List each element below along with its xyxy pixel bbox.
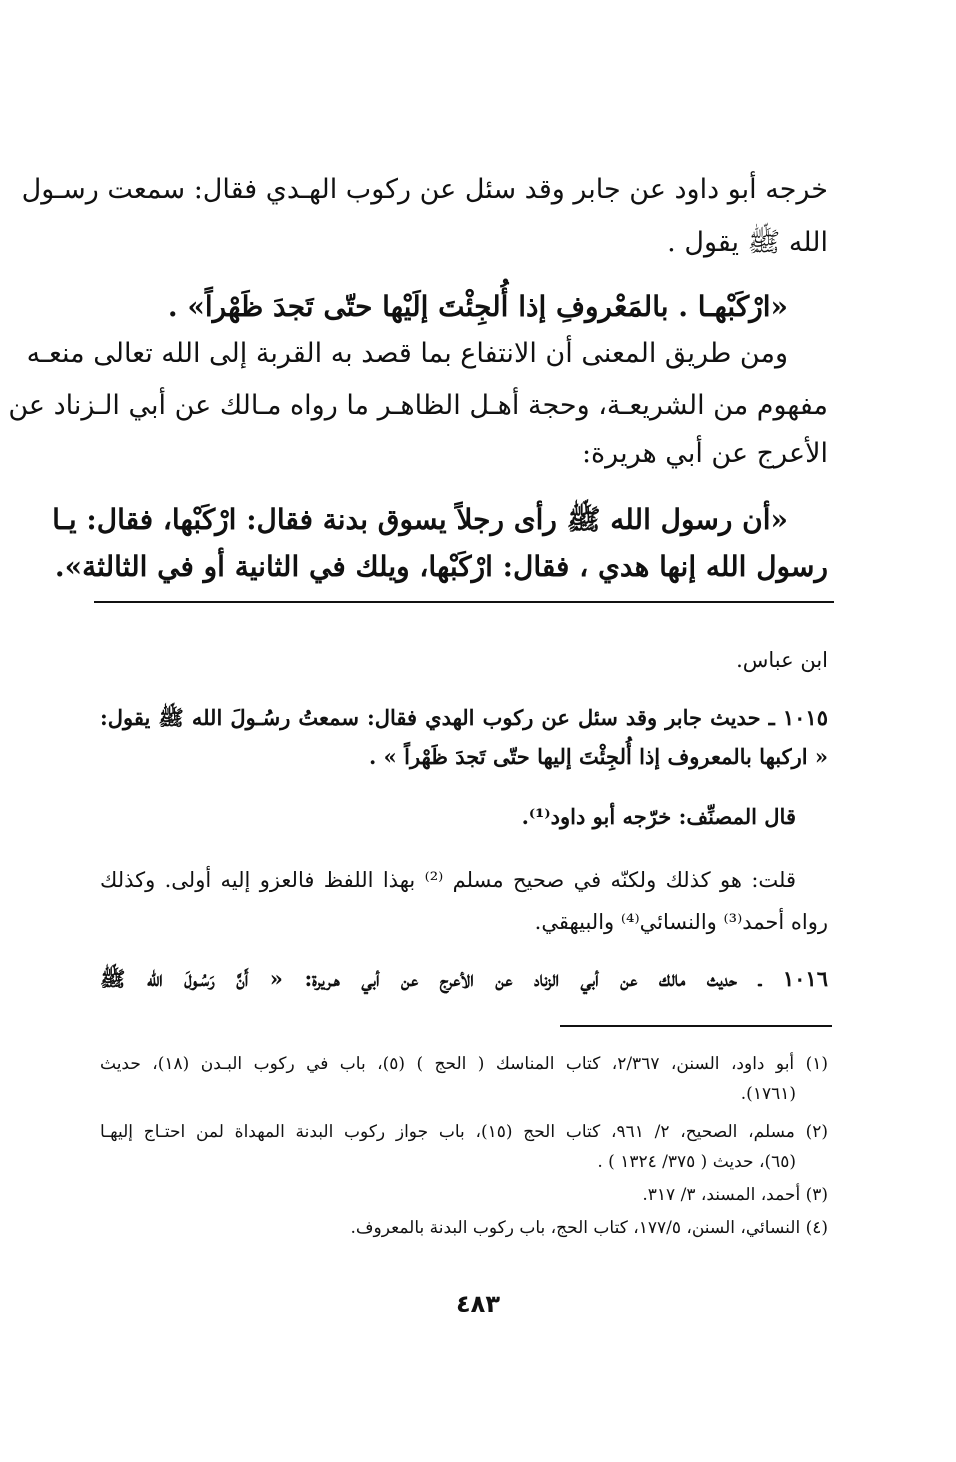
main-text-line: خرجه أبو داود عن جابر وقد سئل عن ركوب الهـدي فقال: سمعت رسـول <box>21 174 828 205</box>
footnote-line: (٤) النسائي، السنن، ١٧٧/٥، كتاب الحج، باب ركوب البدنة بالمعروف. <box>350 1218 828 1238</box>
commentary-line: ابن عباس. <box>736 648 828 672</box>
commentary-line: قلت: هو كذلك ولكنّه في صحيح مسلم ⁽²⁾ بهذا اللفظ فالعزو إليه أولى. وكذلك <box>100 868 797 892</box>
hadith-heading-line: ١٠١٦ ـ حديث مالك عن أبي الزناد عن الأعرج عن أبي هـريرة: « أَنَّ رَسُـولَ الله ﷺ <box>100 966 828 991</box>
footnote-line: (٣) أحمد، المسند، ٣/ ٣١٧. <box>642 1185 828 1205</box>
page-number: ٤٨٣ <box>456 1290 500 1318</box>
section-divider <box>94 601 834 603</box>
hadith-heading-line: « اركبها بالمعروف إذا أُلجِئْتَ إليها حتّى تَجدَ ظَهْراً » . <box>369 744 828 769</box>
commentary-line: رواه أحمد⁽³⁾ والنسائي⁽⁴⁾ والبيهقي. <box>534 910 828 934</box>
hadith-quote-line: «أن رسول الله ﷺ رأى رجلاً يسوق بدنة فقال: ارْكَبْها، فقال: يـا <box>52 503 788 536</box>
footnote-divider <box>560 1025 832 1027</box>
footnote-line: (١) أبو داود، السنن، ٢/٣٦٧، كتاب المناسك ( الحج ) (٥)، باب في ركوب البـدن (١٨)، حديث <box>100 1054 828 1074</box>
hadith-quote-line: «ارْكَبْهـا . بالمَعْروفِ إذا أُلجِئْتَ إلَيْها حتّى تَجدَ ظَهْراً» . <box>167 290 788 323</box>
footnote-line: (٦٥)، حديث ( ٣٧٥/ ١٣٢٤ ) . <box>597 1152 796 1172</box>
main-text-line: الله ﷺ يقول . <box>667 227 828 258</box>
main-text-line: مفهوم من الشريعـة، وحجة أهـل الظاهـر ما رواه مـالك عن أبي الـزناد عن <box>8 390 828 421</box>
main-text-line: ومن طريق المعنى أن الانتفاع بما قصد به القربة إلى الله تعالى منعـه <box>26 338 788 369</box>
main-text-line: الأعرج عن أبي هريرة: <box>581 438 828 469</box>
footnote-line: (١٧٦١). <box>740 1084 796 1104</box>
hadith-heading-line: ١٠١٥ ـ حديث جابر وقد سئل عن ركوب الهدي فقال: سمعتُ رسُـولَ الله ﷺ يقول: <box>100 705 828 730</box>
hadith-quote-line: رسول الله إنها هدي ، فقال: ارْكَبْها، ويلك في الثانية أو في الثالثة». <box>54 550 828 583</box>
footnote-line: (٢) مسلم، الصحيح، ٢/ ٩٦١، كتاب الحج (١٥)، باب جواز ركوب البدنة المهداة لمن احتـاج إليهـا <box>100 1122 828 1142</box>
author-statement: قال المصنِّف: خرّجه أبو داود⁽¹⁾. <box>521 804 796 829</box>
